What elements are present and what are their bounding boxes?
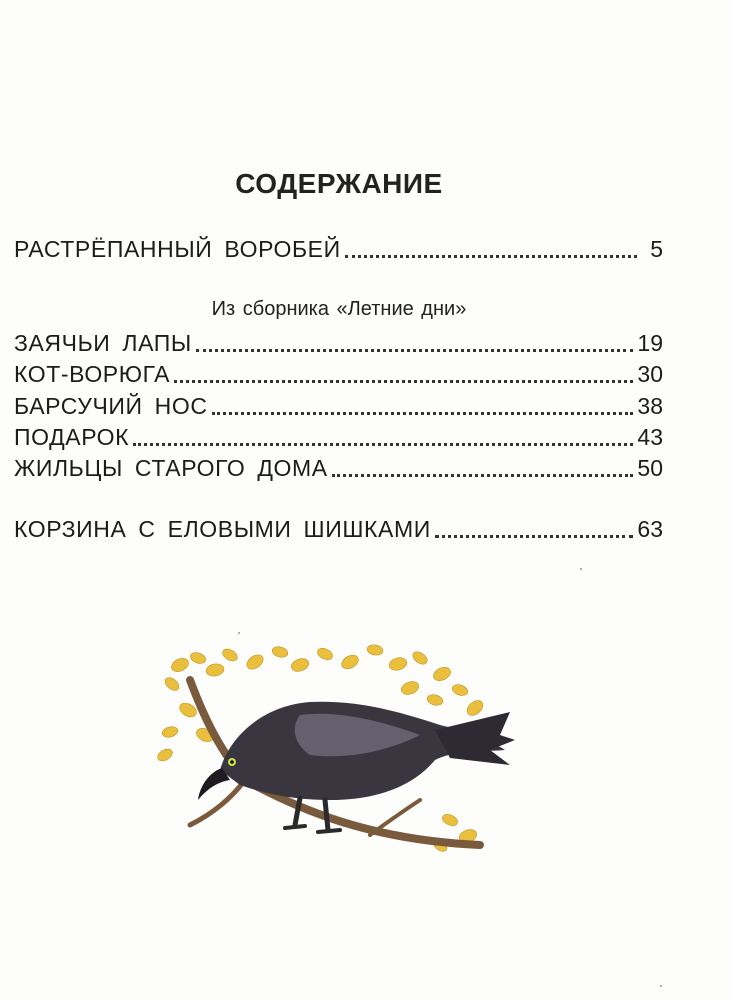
toc-entry-page: 50 [637, 455, 663, 481]
dot-leader [196, 349, 634, 352]
toc-entry-title: КОТ-ВОРЮГА [14, 361, 171, 387]
toc-entry[interactable] [14, 418, 663, 452]
toc-entry[interactable] [14, 449, 663, 483]
toc-entry[interactable] [14, 510, 663, 544]
dot-leader [212, 412, 634, 415]
dot-leader [435, 535, 634, 538]
toc-entry-page: 38 [637, 393, 663, 419]
toc-entry-title: РАСТРЁПАННЫЙ ВОРОБЕЙ [14, 236, 341, 262]
toc-entry[interactable] [14, 355, 663, 389]
dot-leader [345, 255, 637, 258]
toc-entry-page: 63 [637, 516, 663, 542]
toc-entry[interactable] [14, 230, 663, 264]
toc-entry-page: 30 [637, 361, 663, 387]
print-speck [660, 985, 662, 987]
dot-leader [332, 474, 634, 477]
crow-illustration [150, 640, 530, 875]
dot-leader [174, 380, 633, 383]
subsection-title: Из сборника «Летние дни» [211, 298, 467, 320]
toc-entry-title: КОРЗИНА С ЕЛОВЫМИ ШИШКАМИ [14, 516, 431, 542]
toc-entry[interactable] [14, 387, 663, 421]
print-speck [238, 632, 240, 634]
print-speck [580, 568, 582, 570]
toc-entry-title: ЖИЛЬЦЫ СТАРОГО ДОМА [14, 455, 328, 481]
toc-entry-title: БАРСУЧИЙ НОС [14, 393, 208, 419]
page-title: СОДЕРЖАНИЕ [235, 168, 443, 199]
toc-entry-title: ЗАЯЧЬИ ЛАПЫ [14, 330, 192, 356]
toc-entry-title: ПОДАРОК [14, 424, 130, 450]
toc-entry-page: 19 [637, 330, 663, 356]
dot-leader [133, 443, 633, 446]
toc-entry-page: 43 [637, 424, 663, 450]
toc-entry[interactable] [14, 324, 663, 358]
crow-icon [198, 702, 515, 832]
toc-entry-page: 5 [650, 236, 663, 262]
